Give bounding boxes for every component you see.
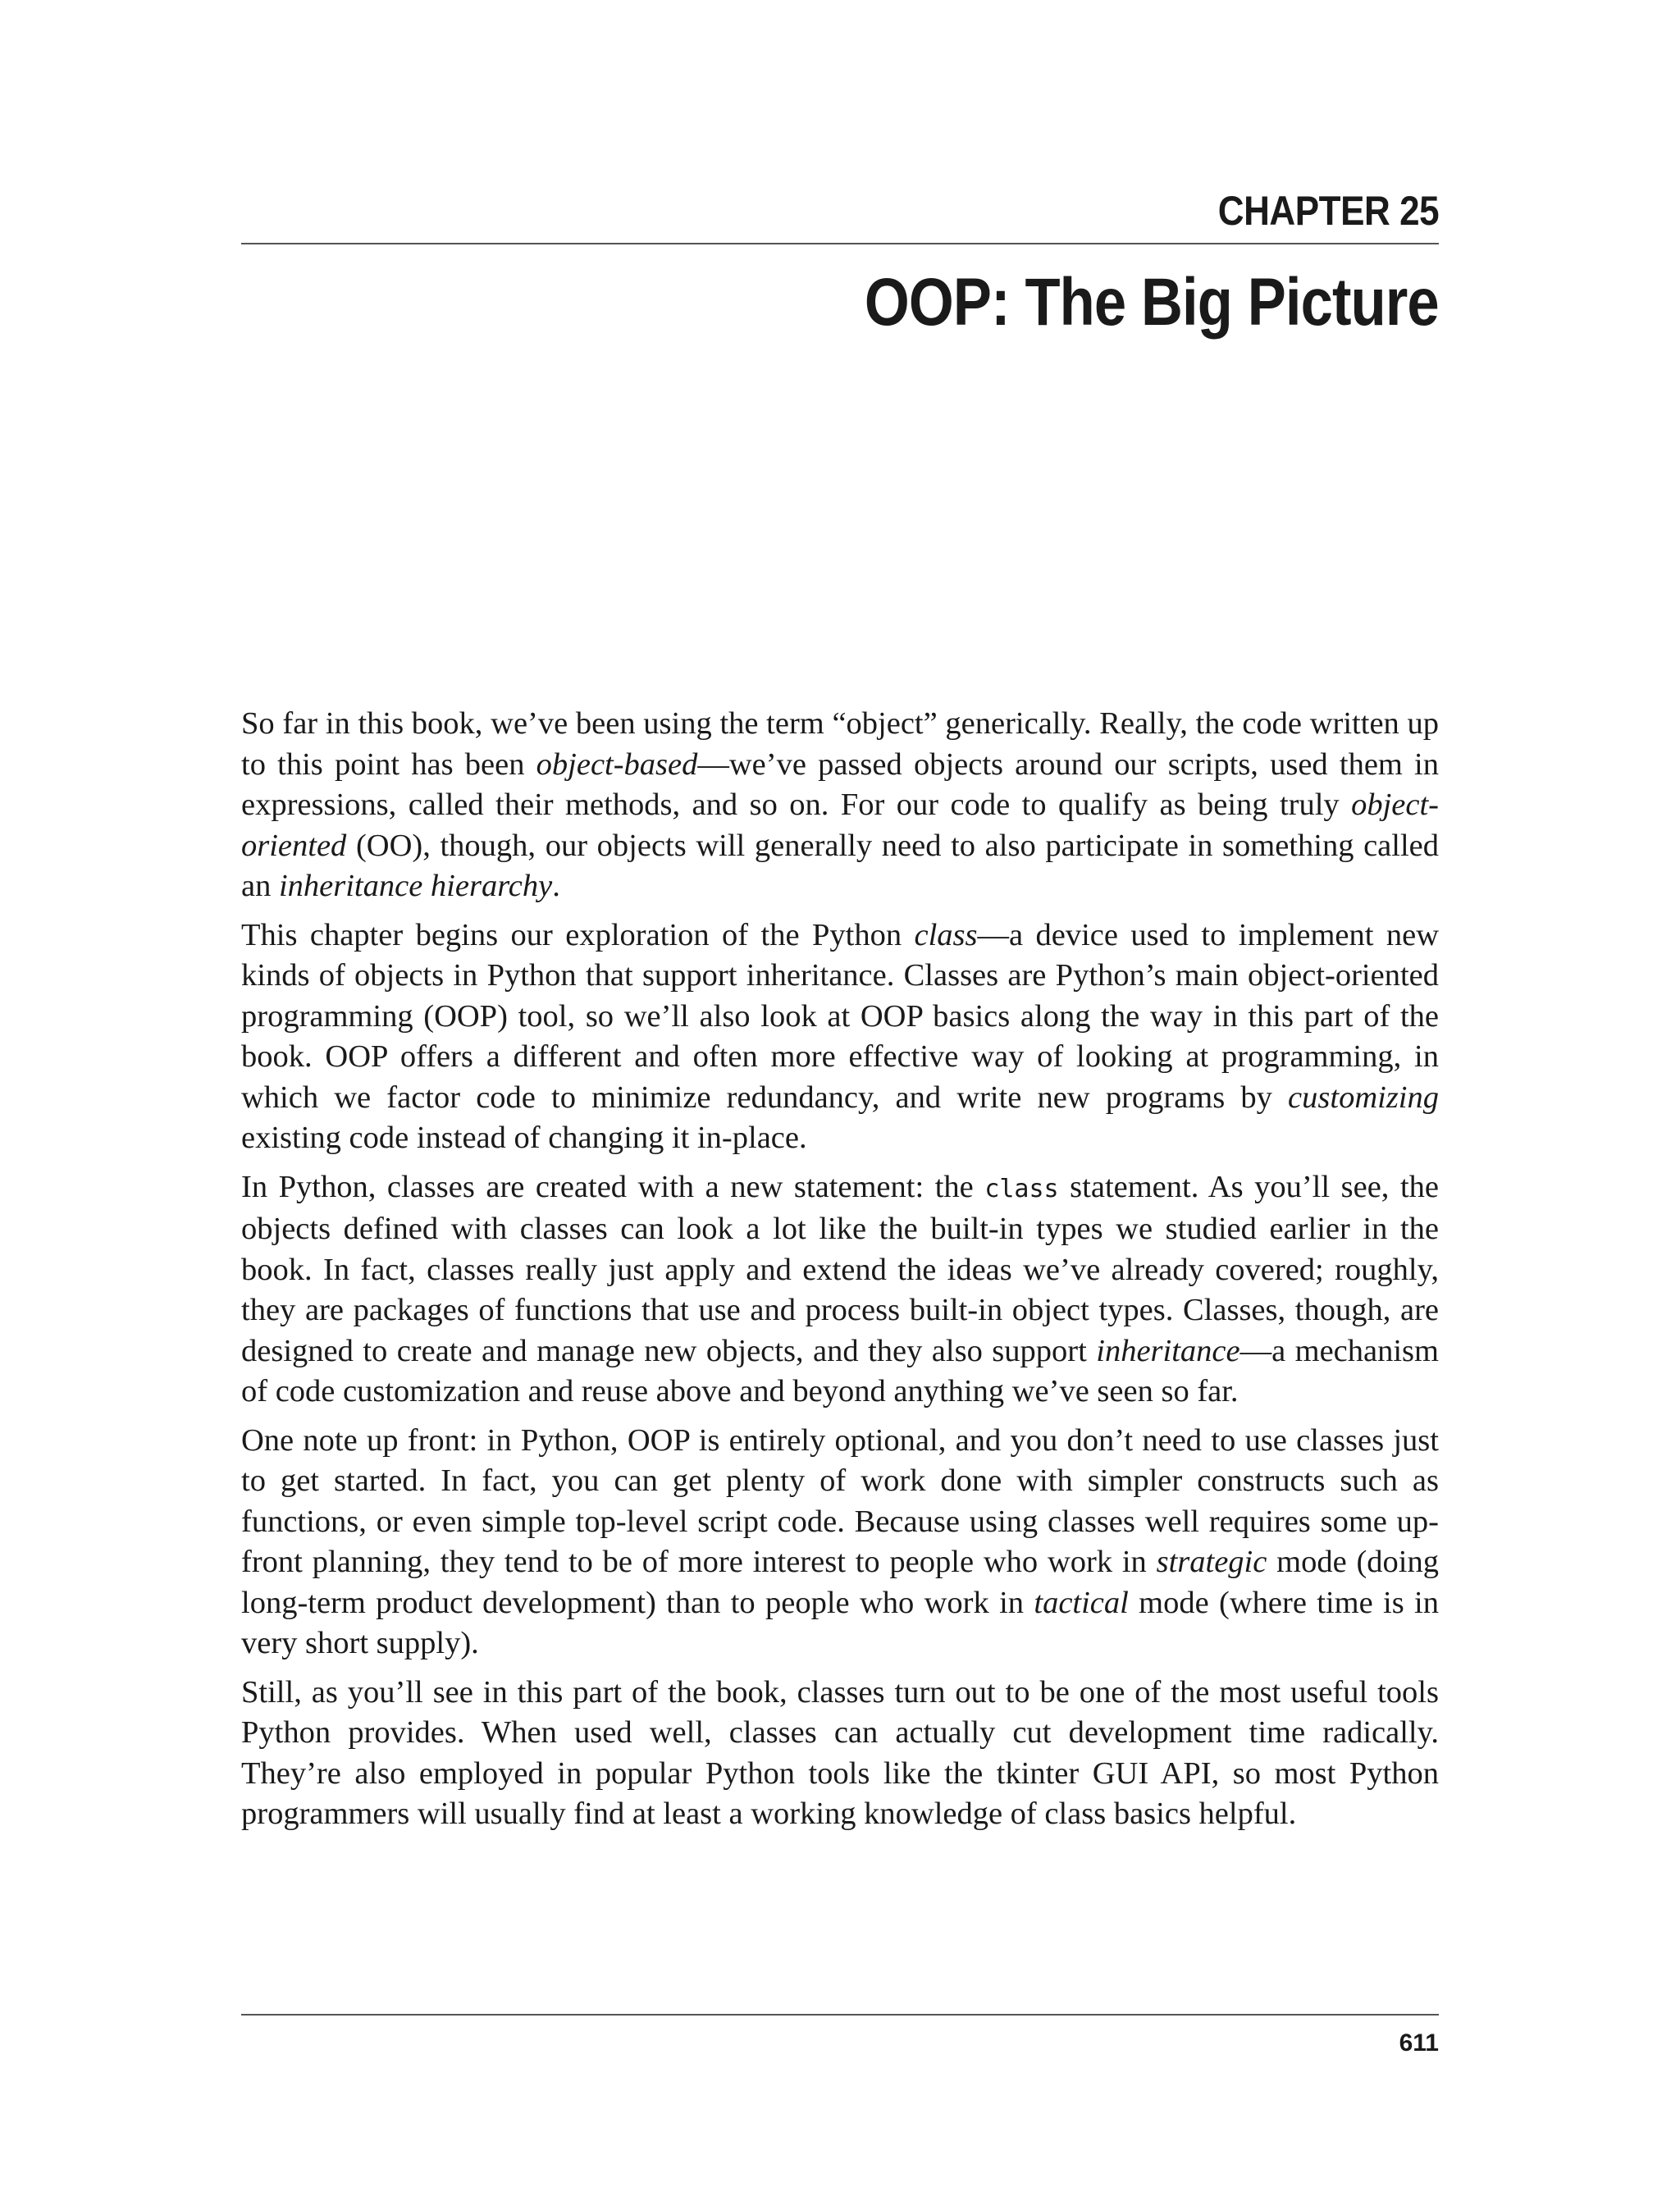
text-segment-italic: object-based	[536, 746, 698, 782]
text-segment: mode (doing long-term product development) than to people who work in	[241, 1545, 1439, 1620]
footer-divider	[241, 2014, 1439, 2016]
chapter-title: OOP: The Big Picture	[865, 265, 1439, 340]
text-segment-italic: inheritance	[1096, 1333, 1240, 1368]
text-segment-italic: customizing	[1288, 1080, 1439, 1115]
body-text	[241, 704, 1439, 1843]
text-segment-italic: class	[914, 917, 978, 952]
text-segment-italic: inheritance hierarchy	[278, 869, 553, 903]
text-segment: (OO), though, our objects will generally need to also participate in something called an	[241, 828, 1439, 903]
paragraph-5	[241, 1673, 1439, 1835]
text-segment-italic: strategic	[1156, 1545, 1267, 1579]
chapter-label: CHAPTER 25	[1217, 188, 1439, 234]
text-segment: Still, as you’ll see in this part of the book, classes turn out to be one of the most useful tools Python provides. When used well, classes can actually cut development time radically. They’re also employed in popular Python tools like the tkinter GUI API, so most Python programmers will usually find at least a working knowledge of class basics helpful.	[241, 1674, 1439, 1831]
text-segment-italic: tactical	[1034, 1585, 1129, 1620]
text-segment: One note up front: in Python, OOP is entirely optional, and you don’t need to use classes just to get started. In fact, you can get plenty of work done with simpler constructs such as functions, or even simple top-level script code. Because using classes well requires some up-front planning, they tend to be of more interest to people who work in	[241, 1422, 1439, 1579]
text-segment: mode (where time is in very short supply).	[241, 1585, 1439, 1660]
text-segment: —we’ve passed objects around our scripts, used them in expressions, called their methods, and so on. For our code to qualify as being truly	[241, 746, 1439, 822]
text-segment: —a device used to implement new kinds of objects in Python that support inheritance. Classes are Python’s main object-oriented programming (OOP) tool, so we’ll also look at OOP basics along the way in this part of the book. OOP offers a different and often more effective way of looking at programming, in which we factor code to minimize redundancy, and write new programs by	[241, 917, 1439, 1115]
text-segment-italic: object-oriented	[241, 788, 1439, 863]
paragraph-3	[241, 1167, 1439, 1413]
paragraph-2	[241, 915, 1439, 1159]
text-segment: In Python, classes are created with a new statement: the	[241, 1169, 985, 1204]
text-segment: So far in this book, we’ve been using the term “object” generically. Really, the code written up to this point has been	[241, 706, 1439, 782]
text-segment: —a mechanism of code customization and reuse above and beyond anything we’ve seen so far.	[241, 1333, 1439, 1408]
text-segment: existing code instead of changing it in-place.	[241, 1121, 807, 1155]
inline-code: class	[984, 1174, 1059, 1203]
paragraph-4	[241, 1421, 1439, 1664]
chapter-divider	[241, 243, 1439, 244]
text-segment: statement. As you’ll see, the objects defined with classes can look a lot like the built-in types we studied earlier in the book. In fact, classes really just apply and extend the ideas we’ve already covered; roughly, they are packages of functions that use and process built-in object types. Classes, though, are designed to create and manage new objects, and they also support	[241, 1169, 1439, 1368]
paragraph-1	[241, 704, 1439, 907]
text-segment: .	[552, 869, 560, 903]
text-segment: This chapter begins our exploration of the Python	[241, 917, 915, 952]
page-number: 611	[1399, 2029, 1439, 2057]
